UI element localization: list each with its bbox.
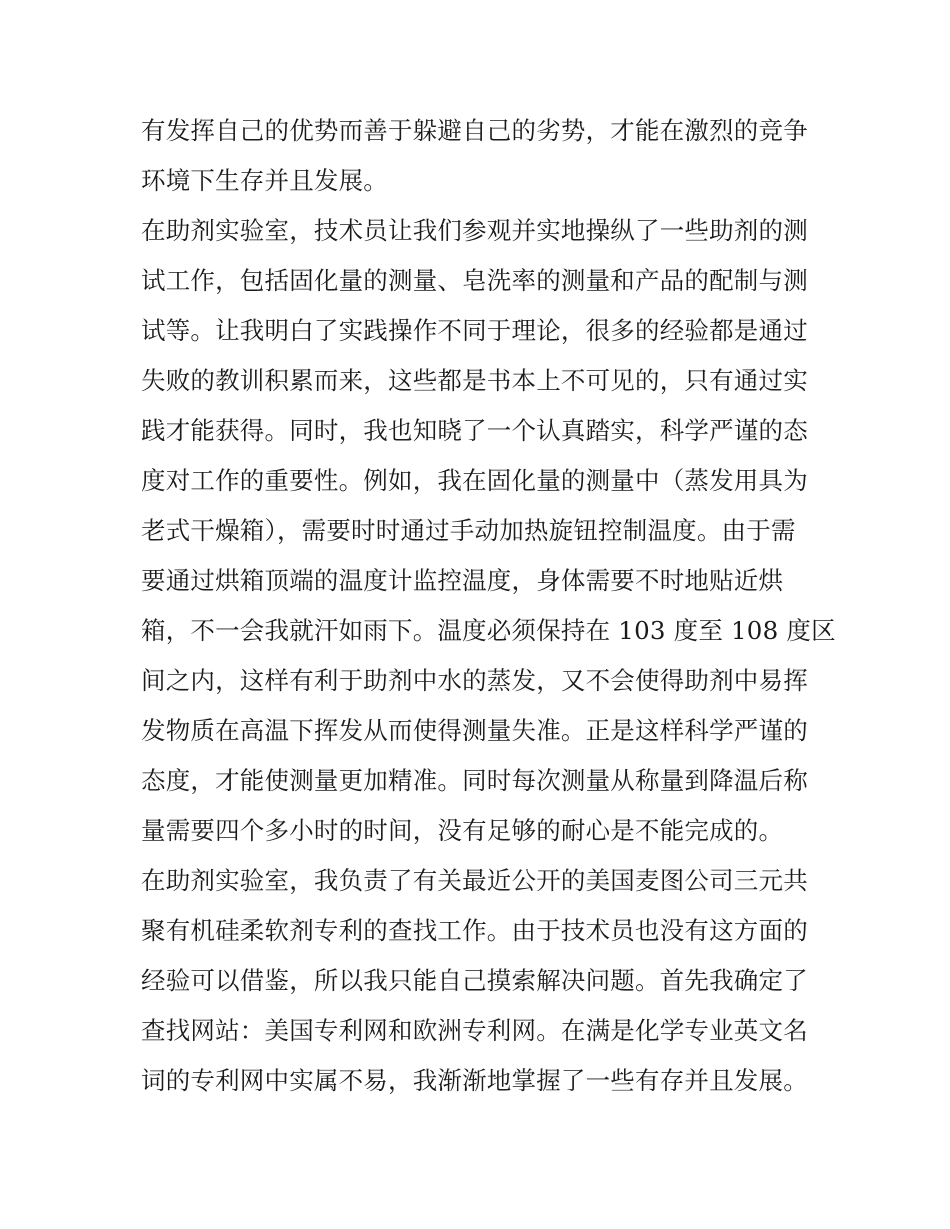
text-line: 试工作，包括固化量的测量、皂洗率的测量和产品的配制与测 bbox=[141, 266, 808, 295]
text-line: 态度，才能使测量更加精准。同时每次测量从称量到降温后称 bbox=[141, 766, 808, 795]
text-line: 发物质在高温下挥发从而使得测量失准。正是这样科学严谨的 bbox=[141, 716, 808, 745]
text-line: 有发挥自己的优势而善于躲避自己的劣势，才能在激烈的竞争 bbox=[141, 116, 808, 145]
text-line: 失败的教训积累而来，这些都是书本上不可见的，只有通过实 bbox=[141, 366, 808, 395]
text-line: 在助剂实验室，技术员让我们参观并实地操纵了一些助剂的测 bbox=[141, 216, 808, 245]
text-line: 查找网站：美国专利网和欧洲专利网。在满是化学专业英文名 bbox=[141, 1016, 808, 1045]
text-line: 量需要四个多小时的时间，没有足够的耐心是不能完成的。 bbox=[141, 816, 784, 845]
text-line: 践才能获得。同时，我也知晓了一个认真踏实，科学严谨的态 bbox=[141, 416, 808, 445]
text-line: 在助剂实验室，我负责了有关最近公开的美国麦图公司三元共 bbox=[141, 866, 808, 895]
text-line: 箱，不一会我就汗如雨下。温度必须保持在 103 度至 108 度区 bbox=[141, 616, 836, 645]
text-line: 聚有机硅柔软剂专利的查找工作。由于技术员也没有这方面的 bbox=[141, 916, 808, 945]
text-line: 度对工作的重要性。例如，我在固化量的测量中（蒸发用具为 bbox=[141, 466, 808, 495]
text-line: 要通过烘箱顶端的温度计监控温度，身体需要不时地贴近烘 bbox=[141, 566, 784, 595]
text-line: 试等。让我明白了实践操作不同于理论，很多的经验都是通过 bbox=[141, 316, 808, 345]
text-line: 经验可以借鉴，所以我只能自己摸索解决问题。首先我确定了 bbox=[141, 966, 808, 995]
text-line: 老式干燥箱），需要时时通过手动加热旋钮控制温度。由于需 bbox=[141, 516, 796, 545]
text-line: 间之内，这样有利于助剂中水的蒸发，又不会使得助剂中易挥 bbox=[141, 666, 808, 695]
text-line: 词的专利网中实属不易，我渐渐地掌握了一些有存并且发展。 bbox=[141, 1066, 808, 1095]
text-line: 环境下生存并且发展。 bbox=[141, 166, 388, 195]
